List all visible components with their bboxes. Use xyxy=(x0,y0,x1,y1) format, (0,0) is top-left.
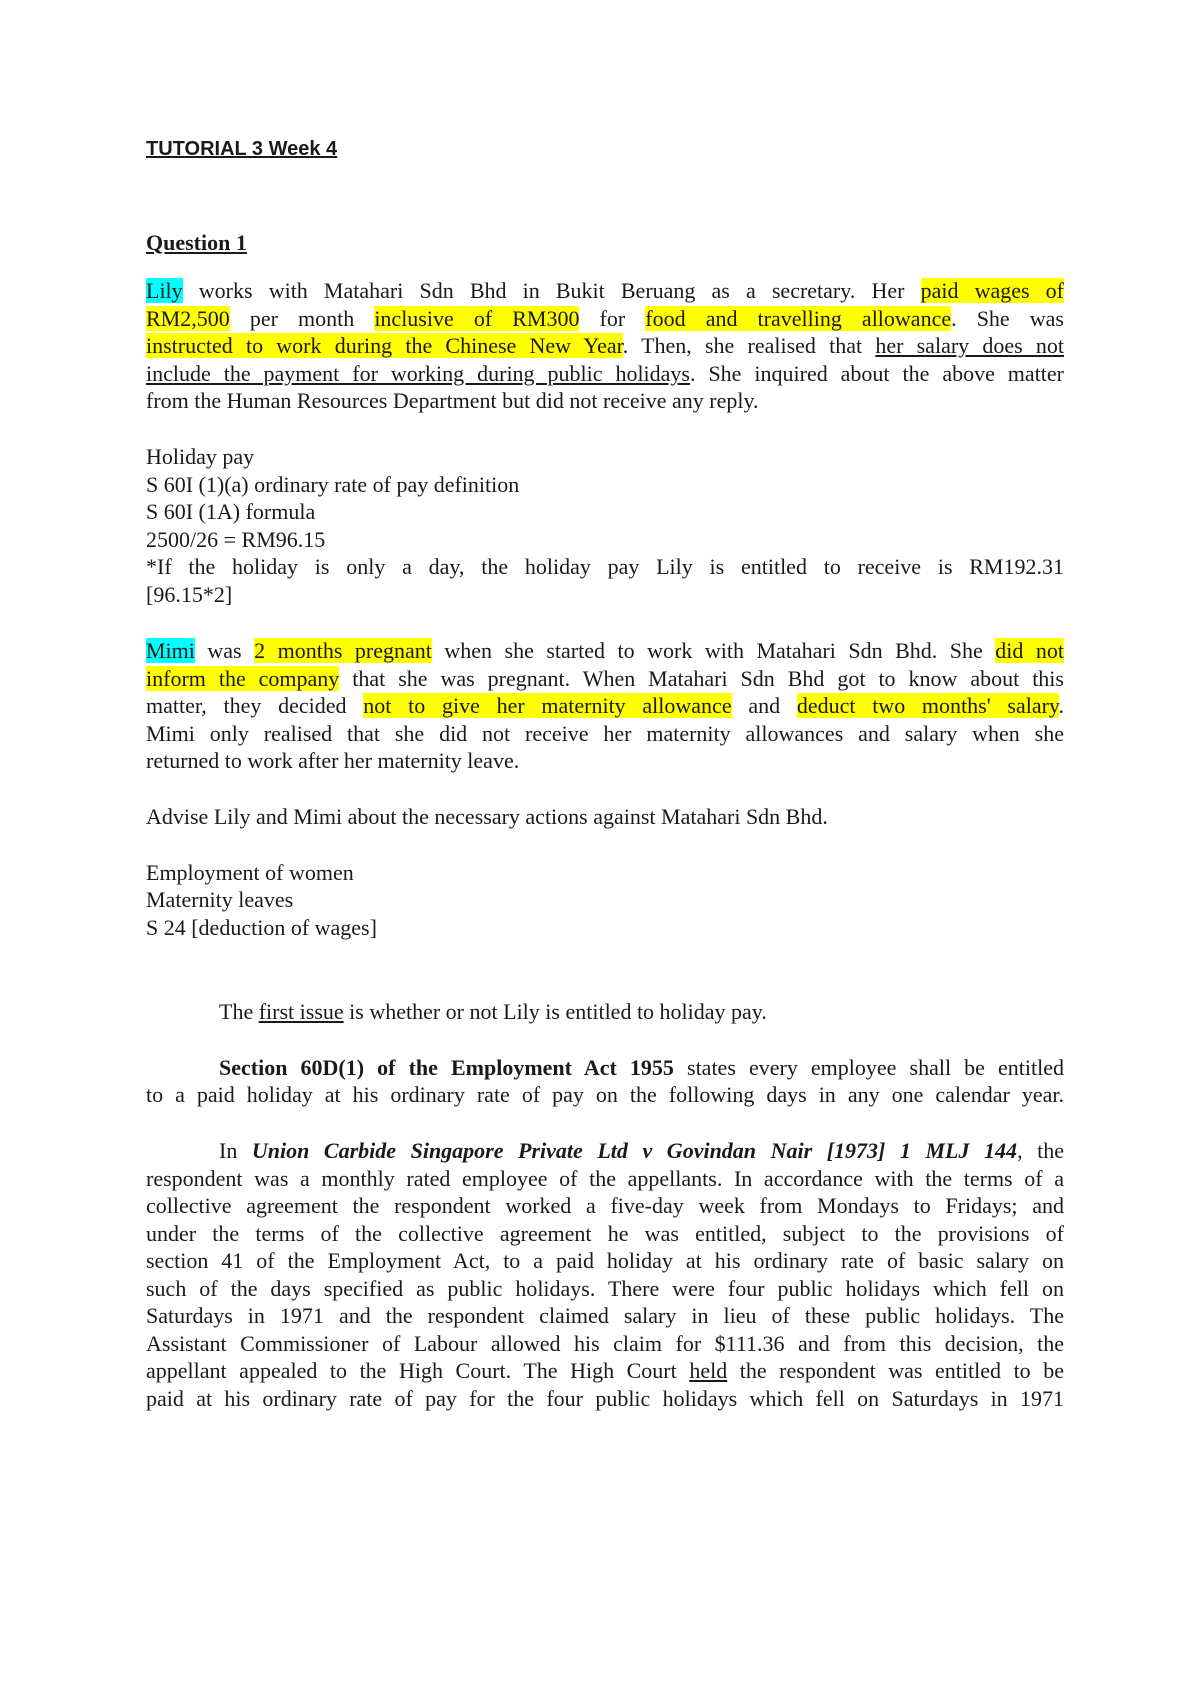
para2-line2 xyxy=(146,664,1064,694)
page-title: TUTORIAL 3 Week 4 xyxy=(146,138,338,160)
notes2-line1: Employment of women xyxy=(146,860,354,885)
highlight-did-not: did not xyxy=(995,638,1064,663)
case-line3: collective agreement the respondent worked a five-day week from Mondays to Fridays; and xyxy=(146,1193,1064,1218)
underline-first-issue: first issue xyxy=(258,999,344,1024)
text-run: and xyxy=(731,693,797,718)
case-line7: Saturdays in 1971 and the respondent claimed salary in lieu of these public holidays. The xyxy=(146,1303,1064,1328)
text-run: The xyxy=(219,999,259,1024)
text-run: , the xyxy=(1017,1138,1064,1163)
highlight-inclusive: inclusive of RM300 xyxy=(374,306,580,331)
case-line8: Assistant Commissioner of Labour allowed his claim for $111.36 and from this decision, the xyxy=(146,1331,1064,1356)
notes1-line5: *If the holiday is only a day, the holiday pay Lily is entitled to receive is RM192.31 xyxy=(146,554,1064,579)
question-heading: Question 1 xyxy=(146,230,247,255)
section-reference: Section 60D(1) of the Employment Act 1955 xyxy=(219,1055,674,1080)
text-run: states every employee shall be entitled xyxy=(673,1055,1064,1080)
para1-line2 xyxy=(146,304,1064,334)
notes1-line1: Holiday pay xyxy=(146,444,255,469)
highlight-paid-wages: paid wages of xyxy=(920,278,1064,303)
underline-held: held xyxy=(689,1358,728,1383)
case-line1 xyxy=(146,1136,1064,1166)
issue-line xyxy=(146,997,1064,1027)
text-run: per month xyxy=(229,306,375,331)
notes1-line3: S 60I (1A) formula xyxy=(146,499,316,524)
highlight-maternity-allowance: not to give her maternity allowance xyxy=(363,693,732,718)
highlight-instructed: instructed to work during the Chinese New Year xyxy=(146,333,623,358)
text-run: . She inquired about the above matter xyxy=(690,361,1064,386)
para2-line3 xyxy=(146,691,1064,721)
text-run: . xyxy=(1058,693,1065,718)
highlight-deduct: deduct two months' salary xyxy=(796,693,1059,718)
notes1-line6: [96.15*2] xyxy=(146,582,233,607)
text-run: is whether or not Lily is entitled to holiday pay. xyxy=(343,999,767,1024)
text-run: . She was xyxy=(951,306,1064,331)
text-run: when she started to work with Matahari Sdn Bhd. She xyxy=(431,638,996,663)
text-run: In xyxy=(219,1138,252,1163)
notes1-line2: S 60I (1)(a) ordinary rate of pay definition xyxy=(146,472,520,497)
text-run: matter, they decided xyxy=(146,693,364,718)
case-line9 xyxy=(146,1356,1064,1386)
case-line4: under the terms of the collective agreement he was entitled, subject to the provisions of xyxy=(146,1221,1064,1246)
notes2-line3: S 24 [deduction of wages] xyxy=(146,915,377,940)
highlight-lily: Lily xyxy=(146,278,183,303)
text-run: for xyxy=(579,306,646,331)
advise-line: Advise Lily and Mimi about the necessary actions against Matahari Sdn Bhd. xyxy=(146,804,828,829)
text-run: . Then, she realised that xyxy=(622,333,876,358)
highlight-inform: inform the company xyxy=(146,666,340,691)
highlight-pregnant: 2 months pregnant xyxy=(254,638,432,663)
para2-line5: returned to work after her maternity leave. xyxy=(146,748,520,773)
case-citation: Union Carbide Singapore Private Ltd v Govindan Nair [1973] 1 MLJ 144 xyxy=(251,1138,1018,1163)
para1-line5: from the Human Resources Department but did not receive any reply. xyxy=(146,388,759,413)
text-run: was xyxy=(194,638,255,663)
text-run: that she was pregnant. When Matahari Sdn Bhd got to know about this xyxy=(339,666,1064,691)
highlight-allowance: food and travelling allowance xyxy=(645,306,952,331)
notes1-line4: 2500/26 = RM96.15 xyxy=(146,527,326,552)
case-line6: such of the days specified as public holidays. There were four public holidays which fell on xyxy=(146,1276,1064,1301)
underline-payment: include the payment for working during public holidays xyxy=(146,361,690,386)
para1-line4 xyxy=(146,359,1064,389)
section-line2: to a paid holiday at his ordinary rate of pay on the following days in any one calendar year. xyxy=(146,1082,1064,1107)
underline-salary: her salary does not xyxy=(875,333,1065,358)
case-line2: respondent was a monthly rated employee of the appellants. In accordance with the terms of a xyxy=(146,1166,1064,1191)
case-line5: section 41 of the Employment Act, to a paid holiday at his ordinary rate of basic salary on xyxy=(146,1248,1064,1273)
case-line10: paid at his ordinary rate of pay for the four public holidays which fell on Saturdays in 1971 xyxy=(146,1386,1064,1411)
section-line1 xyxy=(146,1053,1064,1083)
text-run: the respondent was entitled to be xyxy=(727,1358,1064,1383)
text-run: works with Matahari Sdn Bhd in Bukit Beruang as a secretary. Her xyxy=(182,278,921,303)
highlight-mimi: Mimi xyxy=(146,638,195,663)
para2-line1 xyxy=(146,636,1064,666)
notes2-line2: Maternity leaves xyxy=(146,887,294,912)
text-run: appellant appealed to the High Court. The High Court xyxy=(146,1358,690,1383)
para2-line4: Mimi only realised that she did not receive her maternity allowances and salary when she xyxy=(146,721,1064,746)
para1-line1 xyxy=(146,276,1064,306)
highlight-rm2500: RM2,500 xyxy=(146,306,230,331)
para1-line3 xyxy=(146,331,1064,361)
